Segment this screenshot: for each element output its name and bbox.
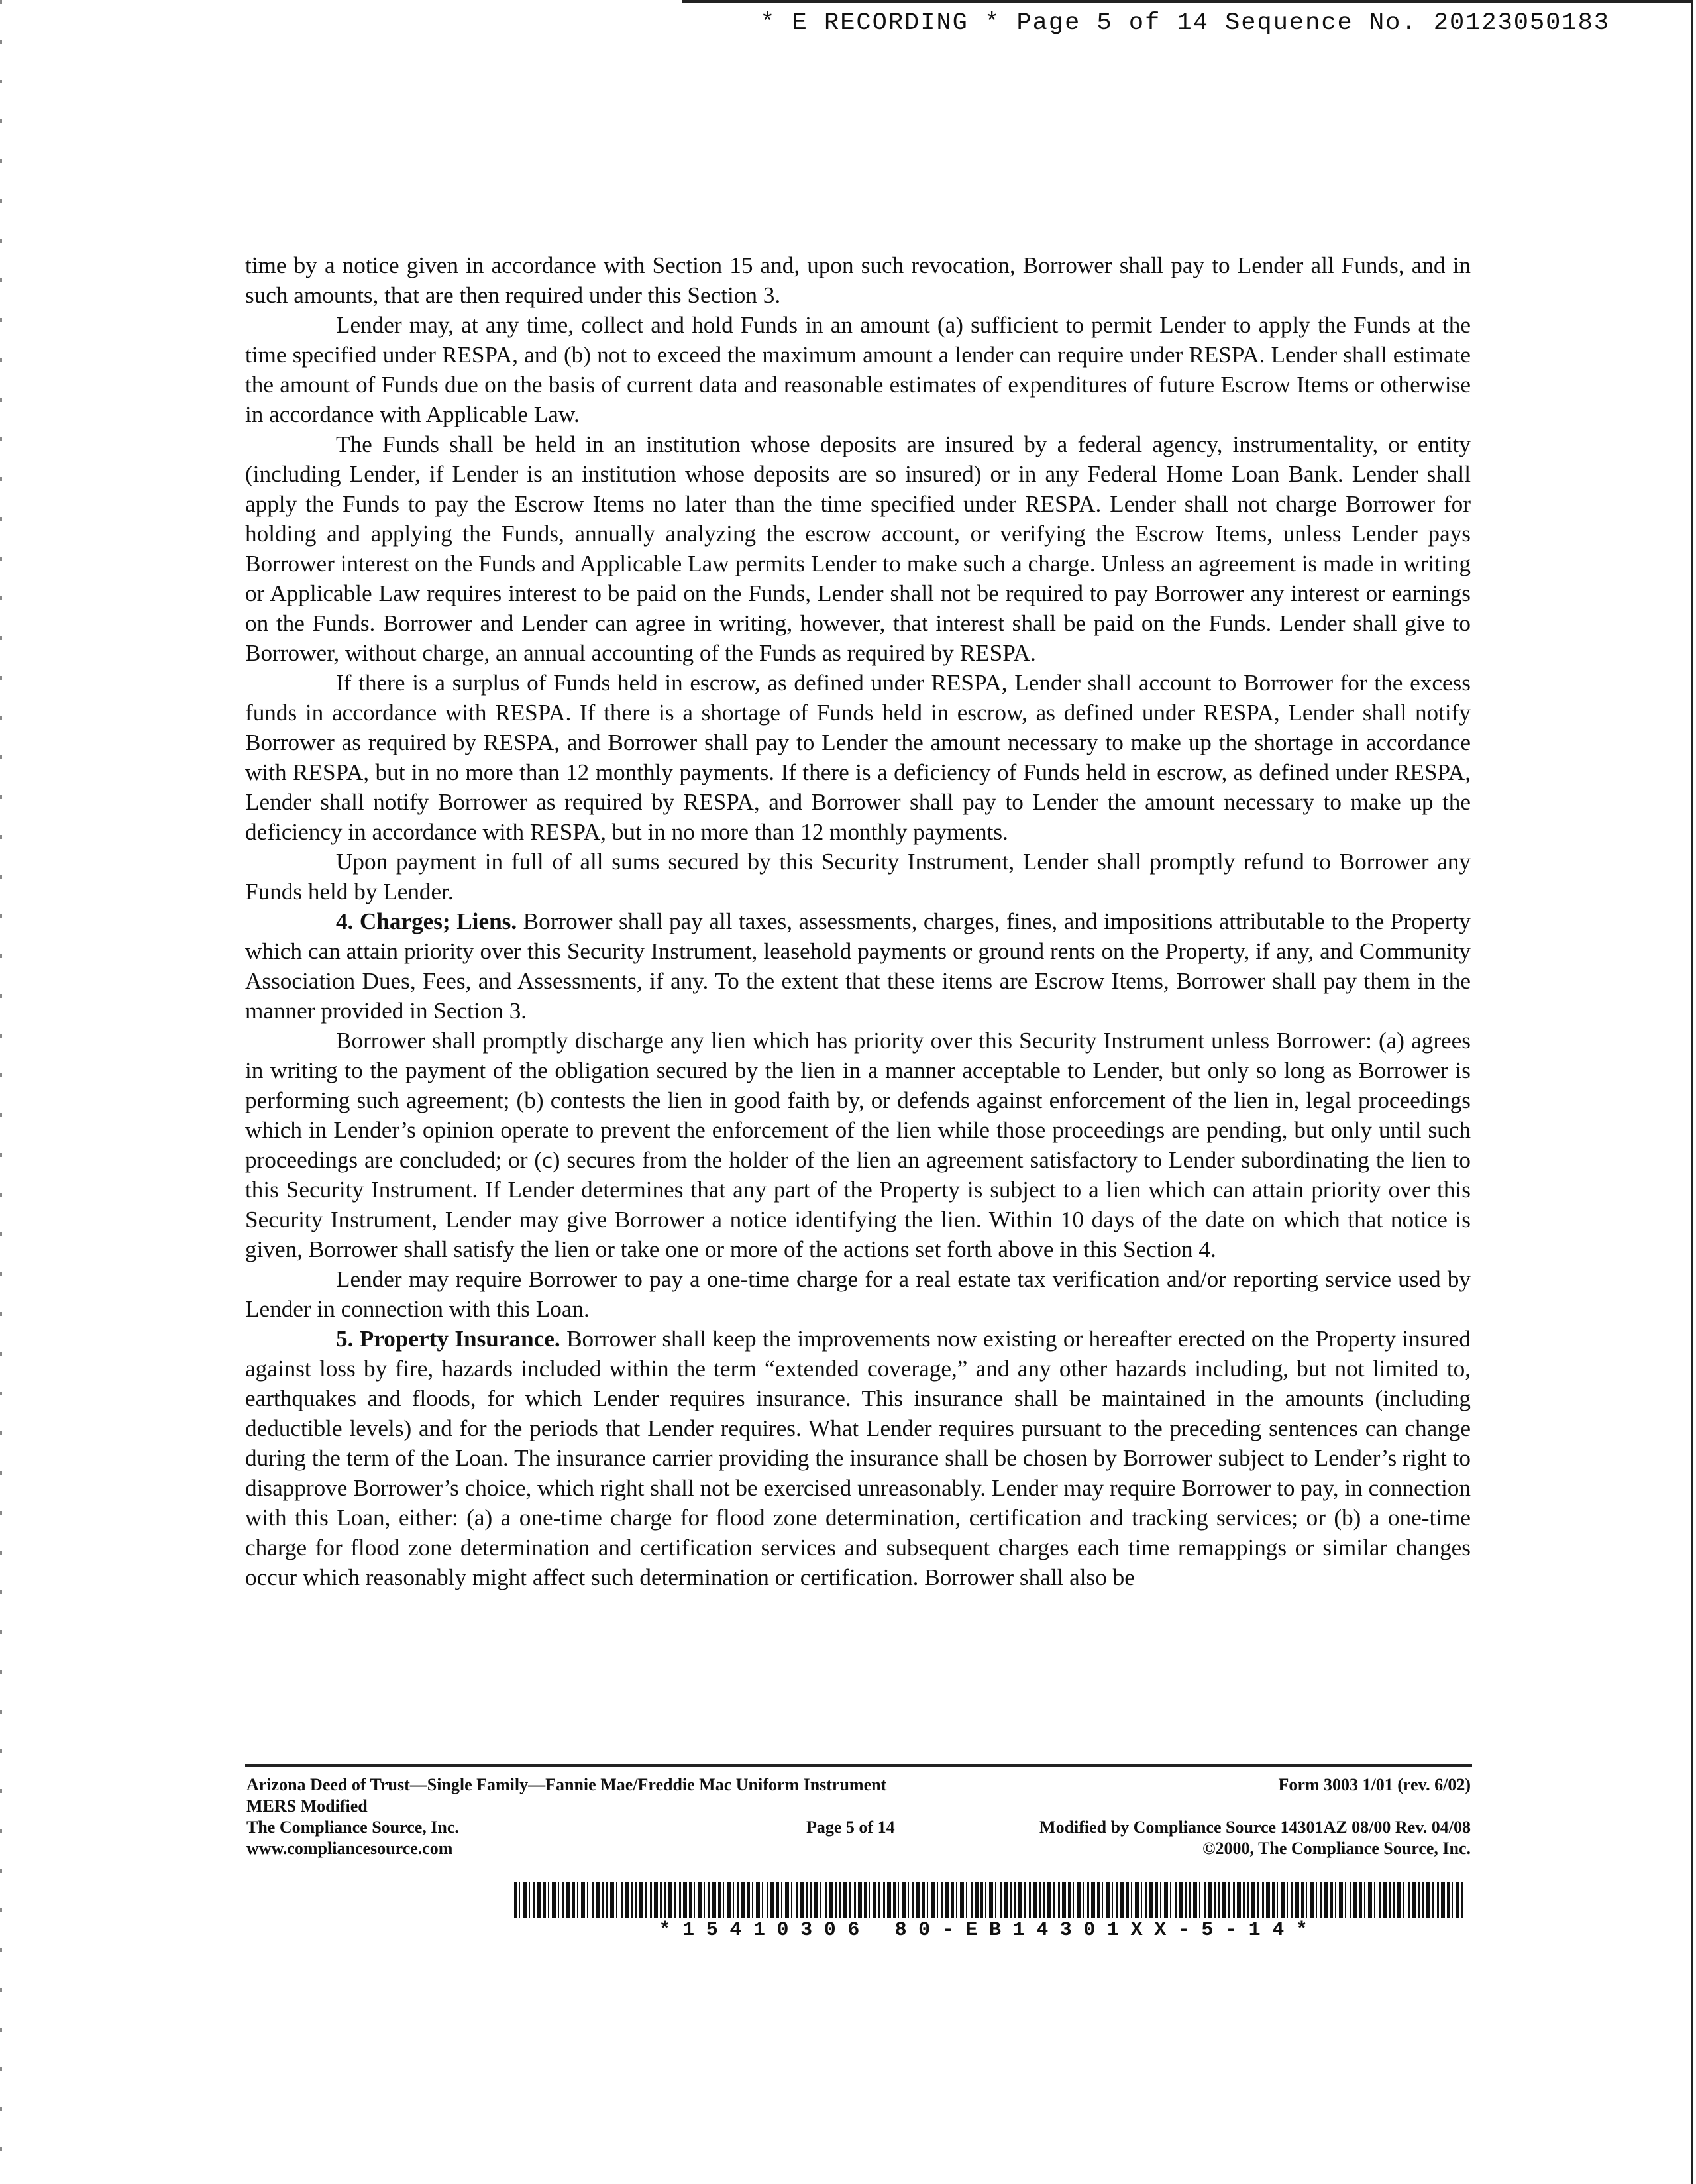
page-number: Page 5 of 14 xyxy=(806,1818,895,1837)
recording-stamp: * E RECORDING * Page 5 of 14 Sequence No. 20123050183 xyxy=(760,9,1610,37)
page-border-top xyxy=(682,0,1693,3)
company-name: The Compliance Source, Inc. xyxy=(246,1818,459,1837)
section-heading: 4. Charges; Liens. xyxy=(336,908,517,934)
paragraph: Borrower shall promptly discharge any lien which has priority over this Security Instrument unless Borrower: (a) agrees in writing to the payment of the obligation secured by the lien in a manner acceptable to Lender, but only so long as Borrower is performing such agreement; (b) contests the lien in good faith by, or defends against enforcement of the lien in, legal proceedings which in Lender’s opinion operate to prevent the enforcement of the lien while those proceedings are pending, but only until such proceedings are concluded; or (c) secures from the holder of the lien an agreement satisfactory to Lender subordinating the lien to this Security Instrument. If Lender determines that any part of the Property is subject to a lien which can attain priority over this Security Instrument, Lender may give Borrower a notice identifying the lien. Within 10 days of the date on which that notice is given, Borrower shall satisfy the lien or take one or more of the actions set forth above in this Section 4. xyxy=(245,1028,1471,1262)
document-body xyxy=(245,250,1471,1592)
copyright: ©2000, The Compliance Source, Inc. xyxy=(1202,1839,1471,1858)
mers-label: MERS Modified xyxy=(246,1796,368,1816)
footer-rule xyxy=(245,1764,1472,1767)
section-5-paragraph xyxy=(245,1324,1471,1592)
scan-edge-marks xyxy=(0,0,2,2184)
paragraph: time by a notice given in accordance with Section 15 and, upon such revocation, Borrower shall pay to Lender all Funds, and in such amounts, that are then required under this Section 3. xyxy=(245,252,1471,308)
section-heading: 5. Property Insurance. xyxy=(336,1326,560,1352)
paragraph: Upon payment in full of all sums secured by this Security Instrument, Lender shall promptly refund to Borrower any Funds held by Lender. xyxy=(245,849,1471,904)
page-border-right xyxy=(1691,0,1693,2184)
paragraph: Lender may, at any time, collect and hold Funds in an amount (a) sufficient to permit Lender to apply the Funds at the time specified under RESPA, and (b) not to exceed the maximum amount a lender can require under RESPA. Lender shall estimate the amount of Funds due on the basis of current data and reasonable estimates of expenditures of future Escrow Items or otherwise in accordance with Applicable Law. xyxy=(245,312,1471,427)
section-4-paragraph xyxy=(245,906,1471,1026)
paragraph: The Funds shall be held in an institution whose deposits are insured by a federal agency, instrumentality, or entity (including Lender, if Lender is an institution whose deposits are so insured) or in any Federal Home Loan Bank. Lender shall apply the Funds to pay the Escrow Items no later than the time specified under RESPA. Lender shall not charge Borrower for holding and applying the Funds, annually analyzing the escrow account, or verifying the Escrow Items, unless Lender pays Borrower interest on the Funds and Applicable Law permits Lender to make such a charge. Unless an agreement is made in writing or Applicable Law requires interest to be paid on the Funds, Lender shall not be required to pay Borrower any interest or earnings on the Funds. Borrower and Lender can agree in writing, however, that interest shall be paid on the Funds. Lender shall give to Borrower, without charge, an annual accounting of the Funds as required by RESPA. xyxy=(245,431,1471,666)
paragraph: If there is a surplus of Funds held in escrow, as defined under RESPA, Lender shall account to Borrower for the excess funds in accordance with RESPA. If there is a shortage of Funds held in escrow, as defined under RESPA, Lender shall notify Borrower as required by RESPA, and Borrower shall pay to Lender the amount necessary to make up the shortage in accordance with RESPA, but in no more than 12 monthly payments. If there is a deficiency of Funds held in escrow, as defined under RESPA, Lender shall notify Borrower as required by RESPA, and Borrower shall pay to Lender the amount necessary to make up the deficiency in accordance with RESPA, but in no more than 12 monthly payments. xyxy=(245,670,1471,845)
form-title: Arizona Deed of Trust—Single Family—Fannie Mae/Freddie Mac Uniform Instrument xyxy=(246,1775,887,1794)
website: www.compliancesource.com xyxy=(246,1839,453,1858)
form-number: Form 3003 1/01 (rev. 6/02) xyxy=(1278,1775,1471,1794)
footer xyxy=(246,1774,1471,1859)
barcode-text: *15410306 80-EB14301XX-5-14* xyxy=(659,1919,1320,1941)
section-text: Borrower shall keep the improvements now existing or hereafter erected on the Property insured against loss by fire, hazards included within the term “extended coverage,” and any other hazards including, but not limited to, earthquakes and floods, for which Lender requires insurance. This insurance shall be maintained in the amounts (including deductible levels) and for the periods that Lender requires. What Lender requires pursuant to the preceding sentences can change during the term of the Loan. The insurance carrier providing the insurance shall be chosen by Borrower subject to Lender’s right to disapprove Borrower’s choice, which right shall not be exercised unreasonably. Lender may require Borrower to pay, in connection with this Loan, either: (a) a one-time charge for flood zone determination, certification and tracking services; or (b) a one-time charge for flood zone determination and certification services and subsequent charges each time remappings or similar changes occur which reasonably might affect such determination or certification. Borrower shall also be xyxy=(245,1326,1471,1590)
modification-note: Modified by Compliance Source 14301AZ 08/00 Rev. 04/08 xyxy=(1039,1818,1471,1837)
section-text: Borrower shall pay all taxes, assessments, charges, fines, and impositions attributable to the Property which can attain priority over this Security Instrument, leasehold payments or ground rents on the Property, if any, and Community Association Dues, Fees, and Assessments, if any. To the extent that these items are Escrow Items, Borrower shall pay them in the manner provided in Section 3. xyxy=(245,908,1471,1024)
barcode-image xyxy=(514,1882,1464,1918)
paragraph: Lender may require Borrower to pay a one-time charge for a real estate tax verification and/or reporting service used by Lender in connection with this Loan. xyxy=(245,1266,1471,1322)
